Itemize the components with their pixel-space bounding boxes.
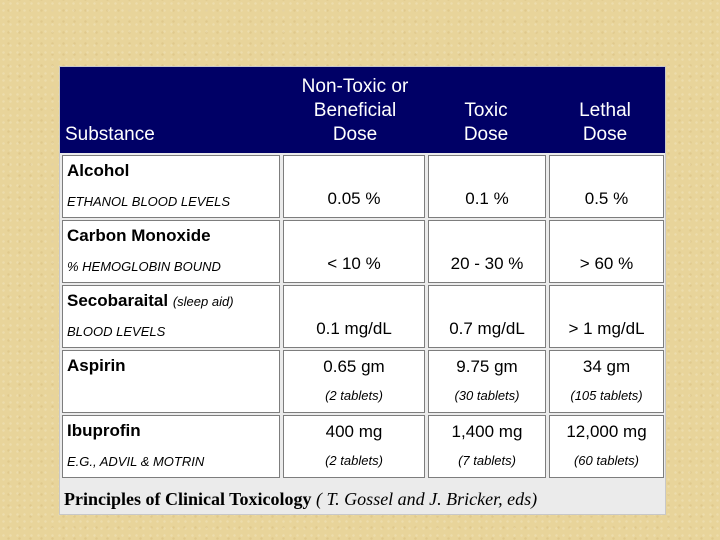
substance-subtitle: E.G., ADVIL & MOTRIN [67, 454, 205, 469]
non-toxic-value: 400 mg [325, 422, 383, 441]
toxic-cell [428, 350, 546, 413]
lethal-cell [549, 155, 664, 218]
header-substance: Substance [65, 124, 155, 145]
lethal-value: 34 gm [582, 357, 631, 376]
substance-note: (sleep aid) [172, 294, 234, 309]
lethal-tablets: (105 tablets) [570, 388, 643, 403]
non-toxic-cell [283, 285, 425, 348]
non-toxic-value: < 10 % [327, 254, 381, 273]
toxic-cell [428, 415, 546, 478]
toxic-value: 0.1 % [465, 189, 509, 208]
lethal-cell [549, 220, 664, 283]
book-editors: ( T. Gossel and J. Bricker, eds) [316, 489, 538, 509]
substance-cell-carbon-monoxide [62, 220, 280, 283]
book-title: Principles of Clinical Toxicology [64, 489, 312, 509]
substance-name: Secobaraital [67, 291, 169, 310]
non-toxic-cell [283, 220, 425, 283]
toxic-cell [428, 220, 546, 283]
lethal-value: 12,000 mg [566, 422, 647, 441]
header-toxic-dose: Toxic Dose [463, 100, 509, 145]
header-non-toxic-dose: Non-Toxic or Beneficial Dose [301, 76, 409, 145]
non-toxic-cell [283, 155, 425, 218]
toxic-tablets: (7 tablets) [458, 453, 516, 468]
toxic-value: 20 - 30 % [450, 254, 524, 273]
non-toxic-cell [283, 415, 425, 478]
table-header [60, 67, 665, 153]
lethal-tablets: (60 tablets) [573, 453, 640, 468]
substance-subtitle: BLOOD LEVELS [67, 324, 166, 339]
toxic-value: 0.7 mg/dL [449, 319, 525, 338]
substance-subtitle: % HEMOGLOBIN BOUND [67, 259, 221, 274]
toxic-cell [428, 155, 546, 218]
substance-cell-aspirin [62, 350, 280, 413]
lethal-value: 0.5 % [584, 189, 629, 208]
lethal-cell [549, 350, 664, 413]
toxicity-table [59, 66, 666, 515]
non-toxic-cell [283, 350, 425, 413]
toxic-value: 9.75 gm [456, 357, 518, 376]
non-toxic-value: 0.05 % [327, 189, 381, 208]
non-toxic-tablets: (2 tablets) [325, 388, 383, 403]
substance-name: Aspirin [67, 356, 126, 375]
non-toxic-value: 0.65 gm [323, 357, 385, 376]
lethal-cell [549, 285, 664, 348]
substance-name: Ibuprofin [67, 421, 141, 440]
substance-subtitle: ETHANOL BLOOD LEVELS [67, 194, 231, 209]
substance-name: Carbon Monoxide [67, 226, 211, 245]
substance-cell-ibuprofin [62, 415, 280, 478]
toxic-tablets: (30 tablets) [454, 388, 520, 403]
substance-cell-alcohol [62, 155, 280, 218]
toxic-value: 1,400 mg [451, 422, 523, 441]
source-citation [64, 489, 537, 510]
non-toxic-value: 0.1 mg/dL [316, 319, 392, 338]
lethal-value: > 60 % [579, 254, 634, 273]
non-toxic-tablets: (2 tablets) [325, 453, 383, 468]
substance-name: Alcohol [67, 161, 130, 180]
header-lethal-dose: Lethal Dose [579, 100, 631, 145]
lethal-value: > 1 mg/dL [568, 319, 645, 338]
substance-cell-secobaraital [62, 285, 280, 348]
lethal-cell [549, 415, 664, 478]
toxic-cell [428, 285, 546, 348]
